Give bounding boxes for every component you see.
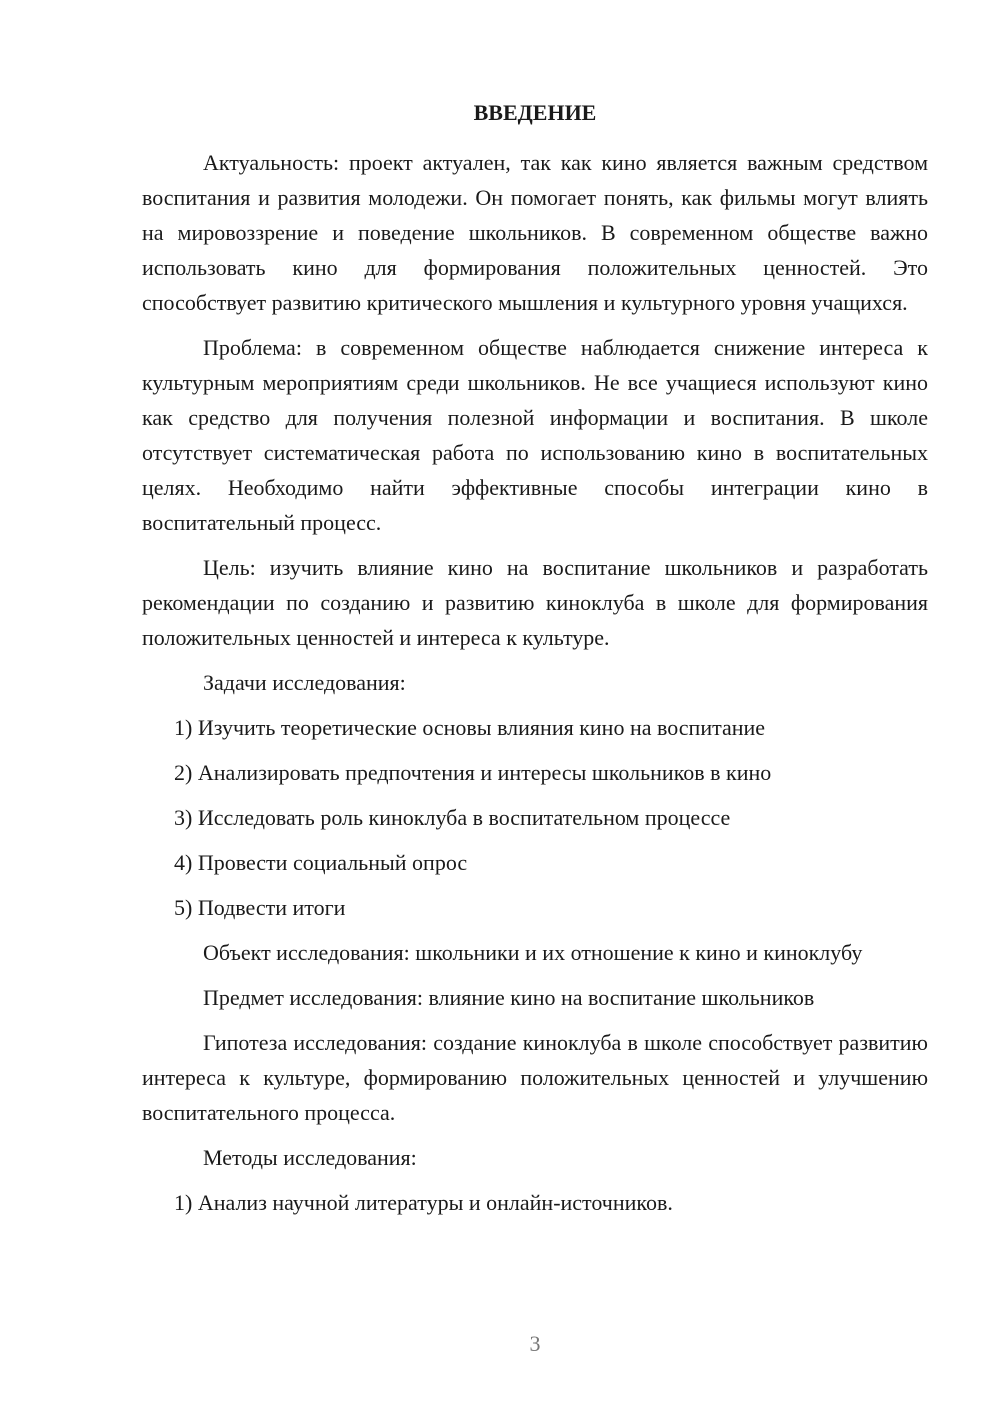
page-number: 3 [529, 1331, 541, 1356]
tasks-title: Задачи исследования: [203, 670, 406, 695]
section-heading: ВВЕДЕНИЕ [473, 100, 597, 125]
object-paragraph: Объект исследования: школьники и их отношение к кино и киноклубу [203, 940, 863, 965]
methods-title: Методы исследования: [203, 1145, 417, 1170]
list-item: 2) Анализировать предпочтения и интересы школьников в кино [174, 760, 772, 785]
list-item: 5) Подвести итоги [174, 895, 346, 920]
page-content [142, 95, 928, 1230]
list-item: 1) Анализ научной литературы и онлайн-источников. [174, 1190, 673, 1215]
relevance-paragraph: Актуальность: проект актуален, так как кино является важным средством воспитания и развития молодежи. Он помогает понять, как фильмы могут влиять на мировоззрение и поведение школьников. В современном обществе важно использовать кино для формирования положительных ценностей. Это способствует развитию критического мышления и культурного уровня учащихся. [142, 150, 928, 315]
tasks-list [142, 710, 928, 925]
subject-paragraph: Предмет исследования: влияние кино на воспитание школьников [203, 985, 815, 1010]
problem-paragraph: Проблема: в современном обществе наблюдается снижение интереса к культурным мероприятиям среди школьников. Не все учащиеся используют кино как средство для получения полезной информации и воспитания. В школе отсутствует систематическая работа по использованию кино в воспитательных целях. Необходимо найти эффективные способы интеграции кино в воспитательный процесс. [142, 335, 928, 535]
hypothesis-paragraph: Гипотеза исследования: создание киноклуба в школе способствует развитию интереса к культуре, формированию положительных ценностей и улучшению воспитательного процесса. [142, 1030, 928, 1125]
methods-list [142, 1185, 928, 1220]
list-item: 1) Изучить теоретические основы влияния кино на воспитание [174, 715, 766, 740]
goal-paragraph: Цель: изучить влияние кино на воспитание школьников и разработать рекомендации по созданию и развитию киноклуба в школе для формирования положительных ценностей и интереса к культуре. [142, 555, 928, 650]
list-item: 3) Исследовать роль киноклуба в воспитательном процессе [174, 805, 731, 830]
list-item: 4) Провести социальный опрос [174, 850, 468, 875]
